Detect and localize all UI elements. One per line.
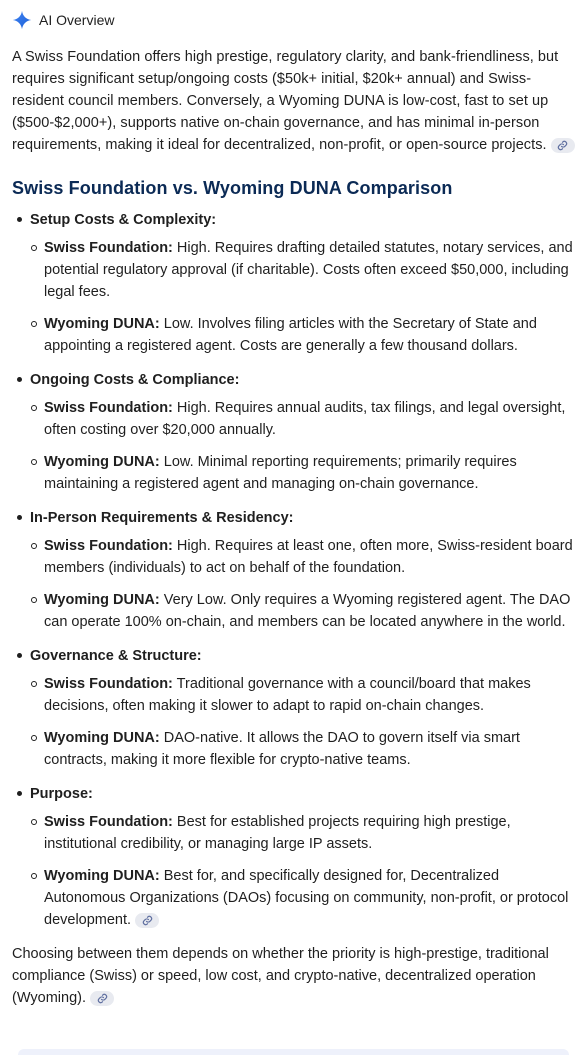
topic-title: Setup Costs & Complexity: [30,212,217,228]
item-text: Best for established projects requiring high prestige, institutional credibility, or managing large IP assets. [44,814,511,852]
source-link-button[interactable] [90,991,114,1006]
item-text: High. Requires annual audits, tax filings, and legal oversight, often costing over $20,000 annually. [44,400,566,438]
list-item [30,313,575,357]
source-link-button[interactable] [551,138,575,153]
topic-title: Governance & Structure: [30,648,202,664]
item-label: Swiss Foundation: [44,400,173,416]
item-label: Swiss Foundation: [44,814,173,830]
list-item [30,811,575,855]
sub-list [30,397,575,495]
topic-title: Purpose: [30,786,93,802]
item-text: Very Low. Only requires a Wyoming registered agent. The DAO can operate 100% on-chain, and members can be located anywhere in the world. [44,592,571,630]
source-link-button[interactable] [135,913,159,928]
item-text: Low. Involves filing articles with the Secretary of State and appointing a registered agent. Costs are generally a few thousand dollars. [44,316,537,354]
item-text: Traditional governance with a council/board that makes decisions, often making it slower to adapt to rapid on-chain changes. [44,676,531,714]
item-label: Wyoming DUNA: [44,868,160,884]
list-item [30,535,575,579]
list-item [30,451,575,495]
item-label: Swiss Foundation: [44,676,173,692]
item-text: Low. Minimal reporting requirements; primarily requires maintaining a registered agent and managing on-chain governance. [44,454,517,492]
ai-overview-title: AI Overview [39,12,115,28]
sub-list [30,535,575,633]
item-label: Swiss Foundation: [44,538,173,554]
list-item [30,397,575,441]
bottom-panel-edge [18,1049,569,1055]
topic-title: In-Person Requirements & Residency: [30,510,294,526]
ai-overview-header [12,0,575,40]
link-icon [142,915,153,926]
closing-paragraph [12,943,575,1009]
topic-ongoing-costs [12,369,575,495]
sparkle-icon [12,10,32,30]
sub-list [30,237,575,357]
list-item [30,589,575,633]
item-label: Wyoming DUNA: [44,316,160,332]
topic-title: Ongoing Costs & Compliance: [30,372,240,388]
topic-purpose [12,783,575,931]
item-label: Wyoming DUNA: [44,454,160,470]
sub-list [30,673,575,771]
list-item [30,673,575,717]
topic-in-person-requirements [12,507,575,633]
comparison-list [12,209,575,931]
intro-text: A Swiss Foundation offers high prestige, regulatory clarity, and bank-friendliness, but requires significant setup/ongoing costs ($50k+ initial, $20k+ annual) and Swiss-resident council members. Conversely, a Wyoming DUNA is low-cost, fast to set up ($500-$2,000+), supports native on-chain governance, and has minimal in-person requirements, making it ideal for decentralized, non-profit, or open-source projects. [12,49,559,153]
topic-setup-costs [12,209,575,357]
item-label: Swiss Foundation: [44,240,173,256]
item-text: Best for, and specifically designed for, Decentralized Autonomous Organizations (DAOs) focusing on community, non-profit, or protocol development. [44,868,569,928]
intro-paragraph [12,46,575,156]
item-text: High. Requires at least one, often more, Swiss-resident board members (individuals) to act on behalf of the foundation. [44,538,573,576]
topic-governance [12,645,575,771]
comparison-heading: Swiss Foundation vs. Wyoming DUNA Comparison [12,178,453,198]
closing-text: Choosing between them depends on whether the priority is high-prestige, traditional compliance (Swiss) or speed, low cost, and crypto-native, decentralized operation (Wyoming). [12,946,549,1006]
link-icon [557,140,568,151]
link-icon [97,993,108,1004]
list-item [30,865,575,931]
list-item [30,237,575,303]
item-label: Wyoming DUNA: [44,592,160,608]
item-label: Wyoming DUNA: [44,730,160,746]
list-item [30,727,575,771]
item-text: DAO-native. It allows the DAO to govern itself via smart contracts, making it more flexible for crypto-native teams. [44,730,520,768]
sub-list [30,811,575,931]
item-text: High. Requires drafting detailed statutes, notary services, and potential regulatory approval (if charitable). Costs often exceed $50,000, including legal fees. [44,240,573,300]
